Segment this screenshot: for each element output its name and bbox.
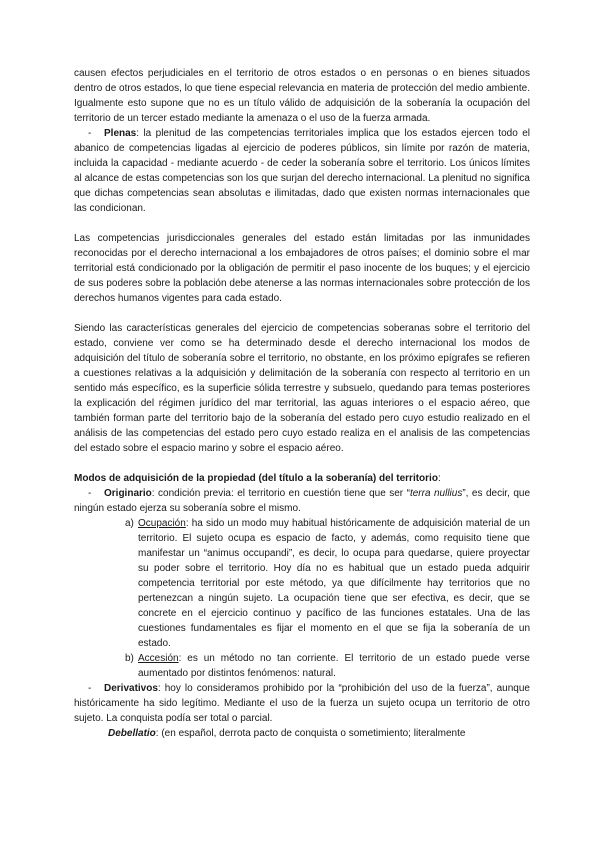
term-ocupacion: Ocupación	[138, 518, 186, 529]
plenas-text: : la plenitud de las competencias territoriales implica que los estados ejercen todo el abanico de competencias ligadas al ejercicio de poderes públicos, sin límite por razón de materia, incluida la capacidad - mediante acuerdo - de ceder la soberanía sobre el territorio. Los únicos límites al alcance de estas competencias son los que surjan del derecho internacional. La plenitud no significa que dichas competencias sean absolutas e ilimitadas, dado que existen normas internacionales que las condicionan.	[74, 128, 530, 214]
term-plenas: Plenas	[104, 128, 137, 139]
term-derivativos: Derivativos	[104, 683, 158, 694]
originario-text-a: : condición previa: el territorio en cuestión tiene que ser “	[151, 488, 410, 499]
paragraph-3: Siendo las características generales del ejercicio de competencias soberanas sobre el territorio del estado, conviene ver como se ha determinado desde el derecho internacional los modos de adquisición del título de soberanía sobre el territorio, no obstante, en los próximo epígrafes se refieren a cuestiones relativas a la adquisición y delimitación de la soberanía con respecto al territorio en un sentido más específico, es la superficie sólida terrestre y subsuelo, quedando para temas posteriores la explicación del régimen jurídico del mar territorial, las aguas interiores o el espacio aéreo, que también forman parte del territorio bajo de la soberanía del estado pero cuyo estudio realizado en el análisis de las competencias del estado pero cuyo estado realiza en el analisis de las competencias del estado sobre el espacio marino y sobre el espacio aéreo.	[74, 323, 530, 454]
section-heading	[74, 471, 530, 486]
heading-text: Modos de adquisición de la propiedad (del título a la soberanía) del territorio	[74, 473, 438, 484]
bullet-originario	[74, 486, 530, 516]
document-page	[74, 66, 530, 741]
heading-colon: :	[437, 473, 441, 484]
term-debellatio: Debellatio	[108, 728, 156, 739]
item-ocupacion	[74, 516, 530, 651]
item-label-a: a)	[125, 518, 134, 529]
debellatio-text: : (en español, derrota pacto de conquista o sometimiento; literalmente	[155, 728, 466, 739]
bullet-dash: -	[88, 488, 92, 499]
paragraph-1: causen efectos perjudiciales en el territorio de otros estados o en personas o en bienes situados dentro de otros estados, lo que tiene especial relevancia en materia de protección del medio ambiente. Igualmente esto supone que no es un título válido de adquisición de la soberanía la ocupación del territorio de un tercer estado mediante la amenaza o el uso de la fuerza armada.	[74, 68, 530, 124]
accesion-text: : es un método no tan corriente. El territorio de un estado puede verse aumentado por distintos fenómenos: natural.	[138, 653, 530, 679]
bullet-derivativos	[74, 681, 530, 726]
ocupacion-text: : ha sido un modo muy habitual históricamente de adquisición material de un territorio. El sujeto ocupa es espacio de facto, y además, como requisito tiene que manifestar un “animus occupandi”, es decir, lo ocupa para quedarse, quiere proyectar su poder sobre el territorio. Hoy día no es habitual que un estado pueda adquirir competencia territorial por este método, ya que difícilmente hay territorios que no pertenezcan a ningún sujeto. La ocupación tiene que ser efectiva, es decir, que se concrete en el ejercicio continuo y pacífico de las funciones estatales. Una de las cuestiones fundamentales es fijar el momento en el que se fija la soberanía de un estado.	[138, 518, 530, 649]
derivativos-text: : hoy lo consideramos prohibido por la “prohibición del uso de la fuerza”, aunque históricamente ha sido legítimo. Mediante el uso de la fuerza un sujeto ocupa un territorio de otro sujeto. La conquista podía ser total o parcial.	[74, 683, 530, 724]
bullet-plenas	[74, 126, 530, 216]
term-originario: Originario	[104, 488, 152, 499]
paragraph-2: Las competencias jurisdiccionales generales del estado están limitadas por las inmunidades reconocidas por el derecho internacional a los embajadores de otros países; el dominio sobre el mar territorial está condicionado por la obligación de permitir el paso inocente de los buques; y el ejercicio de sus poderes sobre la población debe atenerse a las normas internacionales sobre protección de los derechos humanos vigentes para cada estado.	[74, 233, 530, 304]
term-terra-nullius: terra nullius	[409, 488, 463, 499]
bullet-dash: -	[88, 128, 92, 139]
term-accesion: Accesión	[138, 653, 179, 664]
item-label-b: b)	[125, 653, 134, 664]
originario-text-b: ”, es decir, que ningún estado ejerza su soberanía sobre el mismo.	[74, 488, 531, 514]
item-debellatio	[74, 726, 530, 741]
bullet-dash: -	[88, 683, 92, 694]
item-accesion	[74, 651, 530, 681]
